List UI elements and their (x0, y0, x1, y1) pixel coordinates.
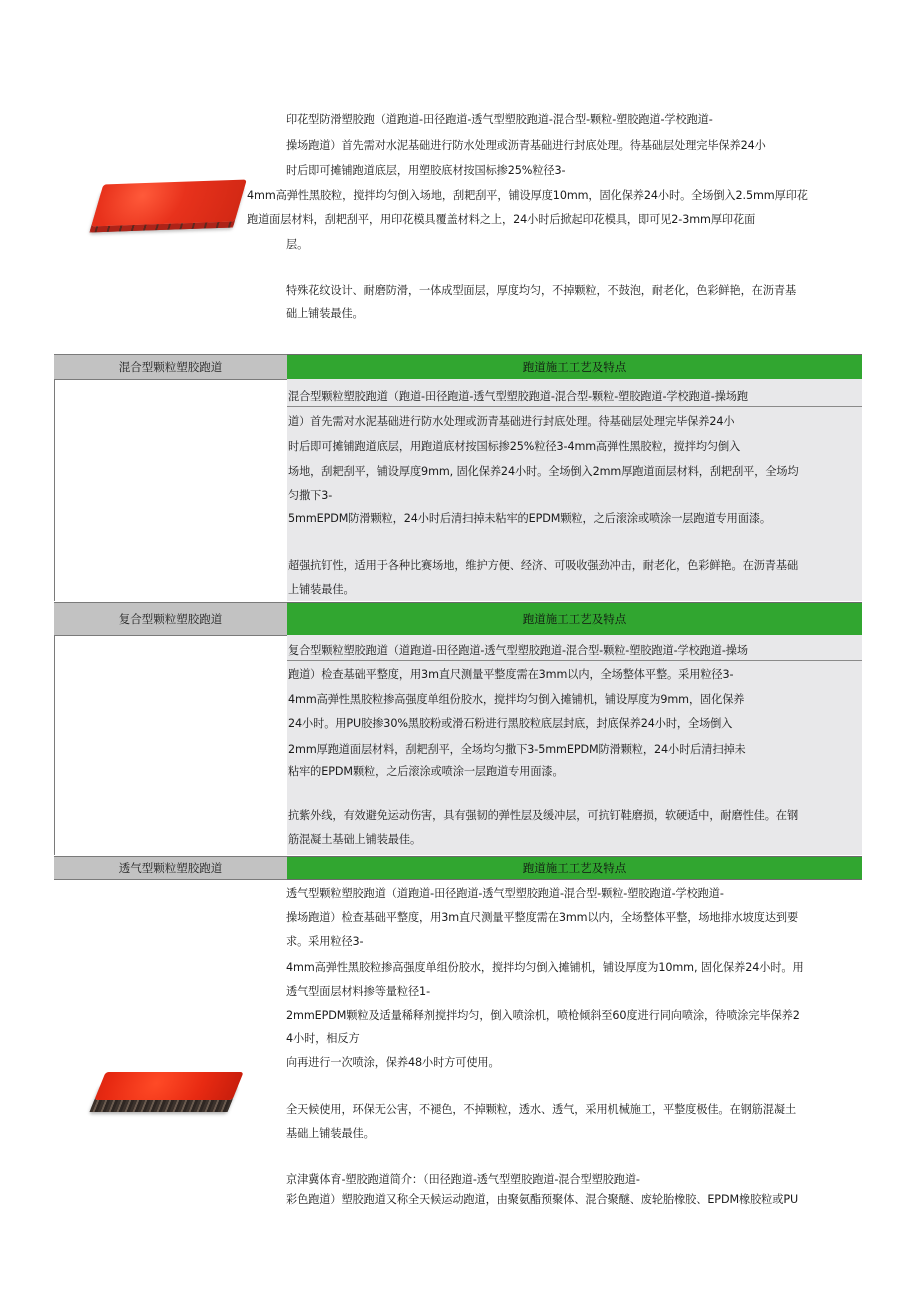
intro-line: 彩色跑道）塑胶跑道又称全天候运动跑道，由聚氨酯预聚体、混合聚醚、废轮胎橡胶、EPDM橡胶粒或PU (286, 1193, 799, 1206)
text-line: 4mm高弹性黑胶粒掺高强度单组份胶水，搅拌均匀倒入摊铺机，铺设厚度为9mm，固化保养 (288, 693, 745, 706)
text-line: 场地，刮耙刮平，铺设厚度9mm, 固化保养24小时。全场倒入2mm厚跑道面层材料，刮耙刮平，全场均 (288, 465, 799, 478)
text-line: 道）首先需对水泥基础进行防水处理或沥青基础进行封底处理。待基础层处理完毕保养24小 (288, 415, 735, 428)
text-line: 求。采用粒径3- (286, 935, 364, 948)
section-name: 混合型颗粒塑胶跑道 (118, 360, 223, 374)
feature-line: 上铺装最佳。 (288, 583, 355, 596)
section-name-cell (54, 856, 287, 880)
text-line: 透气型面层材料掺等量粒径1- (286, 985, 431, 998)
text-line: 24小时。用PU胶掺30%黑胶粉或滑石粉进行黑胶粒底层封底，封底保养24小时，全场倒入 (288, 717, 733, 730)
text-line: 粘牢的EPDM颗粒，之后滚涂或喷涂一层跑道专用面漆。 (288, 765, 564, 778)
intro-line: 京津冀体育-塑胶跑道简介：（田径跑道-透气型塑胶跑道-混合型塑胶跑道- (286, 1173, 640, 1186)
track-sample-image (94, 1072, 243, 1100)
text-line: 跑道面层材料，刮耙刮平，用印花模具覆盖材料之上，24小时后掀起印花模具，即可见2-3mm厚印花面 (247, 213, 756, 226)
text-line: 2mm厚跑道面层材料，刮耙刮平，全场均匀撒下3-5mmEPDM防滑颗粒，24小时后清扫掉未 (288, 743, 746, 756)
section-name: 复合型颗粒塑胶跑道 (118, 612, 223, 626)
text-line: 操场跑道）首先需对水泥基础进行防水处理或沥青基础进行封底处理。待基础层处理完毕保养24小 (286, 139, 766, 152)
text-line: 4小时，相反方 (286, 1032, 360, 1045)
text-line: 向再进行一次喷涂，保养48小时方可使用。 (286, 1056, 500, 1069)
text-line: 匀撒下3- (288, 489, 333, 502)
feature-line: 基础上铺装最佳。 (286, 1127, 375, 1140)
text-line: 跑道）检查基础平整度，用3m直尺测量平整度需在3mm以内，全场整体平整。采用粒径3- (288, 668, 734, 681)
feature-line: 特殊花纹设计、耐磨防滑，一体成型面层，厚度均匀，不掉颗粒，不鼓泡，耐老化，色彩鲜艳，在沥青基 (286, 284, 797, 297)
text-line: 5mmEPDM防滑颗粒，24小时后清扫掉未粘牢的EPDM颗粒，之后滚涂或喷涂一层跑道专用面漆。 (288, 512, 771, 525)
section-header: 跑道施工工艺及特点 (522, 612, 627, 626)
text-line: 层。 (286, 238, 309, 251)
table-border (54, 379, 55, 601)
section-name-cell (54, 354, 287, 380)
feature-line: 抗紫外线，有效避免运动伤害，具有强韧的弹性层及缓冲层，可抗钉鞋磨损，软硬适中，耐磨性佳。在钢 (288, 809, 799, 822)
feature-line: 全天候使用，环保无公害，不褪色，不掉颗粒，透水、透气，采用机械施工，平整度极佳。在钢筋混凝土 (286, 1103, 797, 1116)
section-header-cell (287, 602, 862, 636)
table-border (54, 635, 55, 855)
text-line: 4mm高弹性黑胶粒掺高强度单组份胶水，搅拌均匀倒入摊铺机，铺设厚度为10mm, 固化保养24小时。用 (286, 961, 804, 974)
feature-line: 筋混凝土基础上铺装最佳。 (288, 833, 422, 846)
section-name-cell (54, 602, 287, 636)
feature-line: 超强抗钉性，适用于各种比赛场地，维护方便、经济、可吸收强劲冲击，耐老化，色彩鲜艳。在沥青基础 (288, 559, 799, 572)
text-line: 时后即可摊铺跑道底层，用塑胶底材按国标掺25%粒径3- (286, 164, 566, 177)
section-header-cell (287, 856, 862, 880)
section-header-cell (287, 354, 862, 380)
text-line: 印花型防滑塑胶跑（道跑道-田径跑道-透气型塑胶跑道-混合型-颗粒-塑胶跑道-学校跑道- (286, 113, 713, 126)
feature-line: 础上铺装最佳。 (286, 307, 364, 320)
section-name: 透气型颗粒塑胶跑道 (118, 861, 223, 875)
divider (287, 406, 862, 407)
text-line: 混合型颗粒塑胶跑道（跑道-田径跑道-透气型塑胶跑道-混合型-颗粒-塑胶跑道-学校跑道-操场跑 (288, 390, 748, 403)
track-sample-image (91, 180, 247, 227)
section-header: 跑道施工工艺及特点 (522, 360, 627, 374)
text-line: 透气型颗粒塑胶跑道（道跑道-田径跑道-透气型塑胶跑道-混合型-颗粒-塑胶跑道-学校跑道- (286, 887, 724, 900)
divider (287, 660, 862, 661)
text-line: 2mmEPDM颗粒及适量稀释剂搅拌均匀，倒入喷涂机，喷枪倾斜至60度进行同向喷涂，待喷涂完毕保养2 (286, 1009, 800, 1022)
text-line: 操场跑道）检查基础平整度，用3m直尺测量平整度需在3mm以内，全场整体平整，场地排水坡度达到要 (286, 911, 799, 924)
text-line: 4mm高弹性黑胶粒，搅拌均匀倒入场地，刮耙刮平，铺设厚度10mm，固化保养24小时。全场倒入2.5mm厚印花 (247, 189, 808, 202)
text-line: 时后即可摊铺跑道底层，用跑道底材按国标掺25%粒径3-4mm高弹性黑胶粒，搅拌均匀倒入 (288, 440, 741, 453)
text-line: 复合型颗粒塑胶跑道（道跑道-田径跑道-透气型塑胶跑道-混合型-颗粒-塑胶跑道-学校跑道-操场 (288, 644, 748, 657)
section-header: 跑道施工工艺及特点 (522, 861, 627, 875)
